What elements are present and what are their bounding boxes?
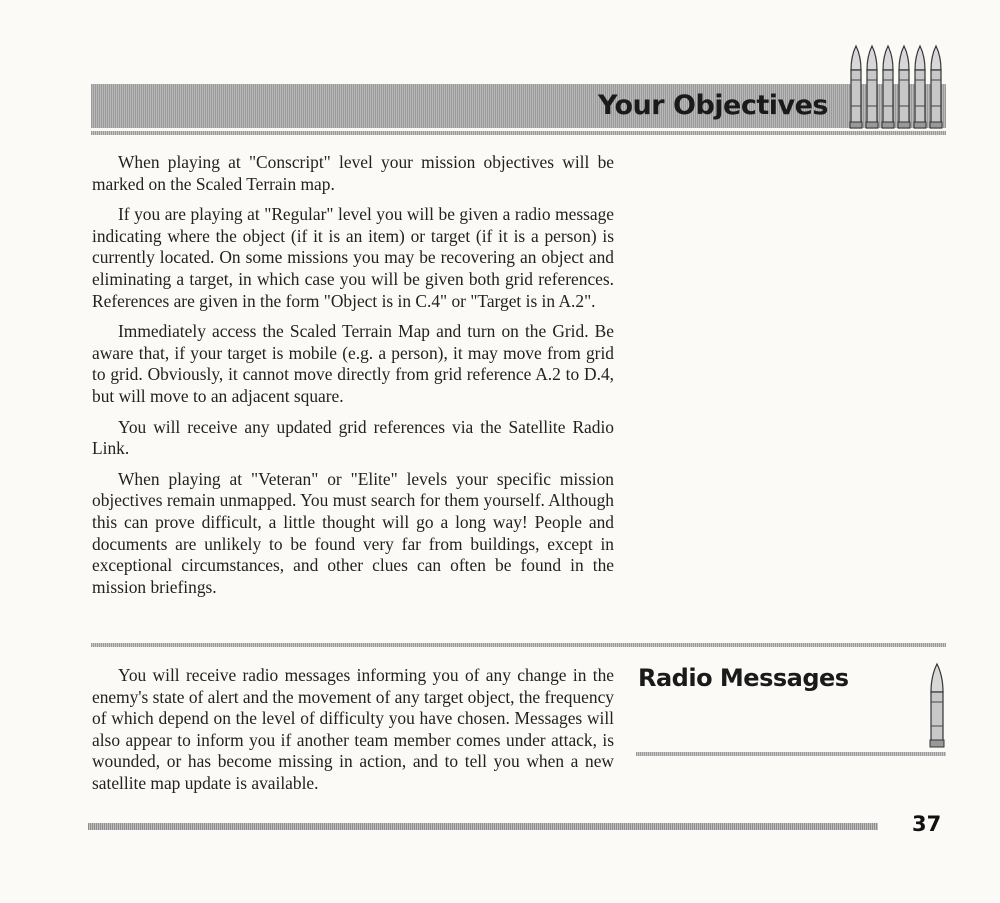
objectives-body bbox=[92, 152, 614, 607]
objectives-title: Your Objectives bbox=[597, 90, 828, 121]
objectives-paragraph: Immediately access the Scaled Terrain Map and turn on the Grid. Be aware that, if your target is mobile (e.g. a person), it may move from grid to grid. Obviously, it cannot move directly from grid reference A.2 to D.4, but will move to an adjacent square. bbox=[92, 321, 614, 406]
radio-title-rule bbox=[636, 752, 946, 756]
objectives-paragraph: If you are playing at "Regular" level you will be given a radio message indicating where the object (if it is an item) or target (if it is a person) is currently located. On some missions you may be recovering an object and eliminating a target, in which case you will be given both grid references. References are given in the form "Object is in C.4" or "Target is in A.2". bbox=[92, 204, 614, 311]
objectives-paragraph: You will receive any updated grid references via the Satellite Radio Link. bbox=[92, 416, 614, 459]
page-number: 37 bbox=[912, 812, 942, 836]
objectives-header-rule bbox=[91, 131, 946, 135]
single-bullet-icon bbox=[926, 662, 948, 750]
footer-rule bbox=[88, 823, 878, 830]
radio-body bbox=[92, 665, 614, 804]
radio-title: Radio Messages bbox=[638, 664, 849, 692]
bullet-icon bbox=[850, 46, 862, 128]
radio-paragraph: You will receive radio messages informing you of any change in the enemy's state of alert and the movement of any target object, the frequency of which depend on the level of difficulty you have chosen. Messages will also appear to inform you if another team member comes under attack, is wounded, or has become missing in action, and to tell you when a new satellite map update is available. bbox=[92, 665, 614, 793]
objectives-paragraph: When playing at "Conscript" level your mission objectives will be marked on the Scaled Terrain map. bbox=[92, 152, 614, 194]
objectives-paragraph: When playing at "Veteran" or "Elite" levels your specific mission objectives remain unmapped. You must search for them yourself. Although this can prove difficult, a little thought will go a long way! People and documents are unlikely to be found very far from buildings, except in exceptional circumstances, and other clues can often be found in the mission briefings. bbox=[92, 468, 614, 597]
bullet-row-icon bbox=[848, 44, 948, 132]
section-divider bbox=[91, 643, 946, 647]
